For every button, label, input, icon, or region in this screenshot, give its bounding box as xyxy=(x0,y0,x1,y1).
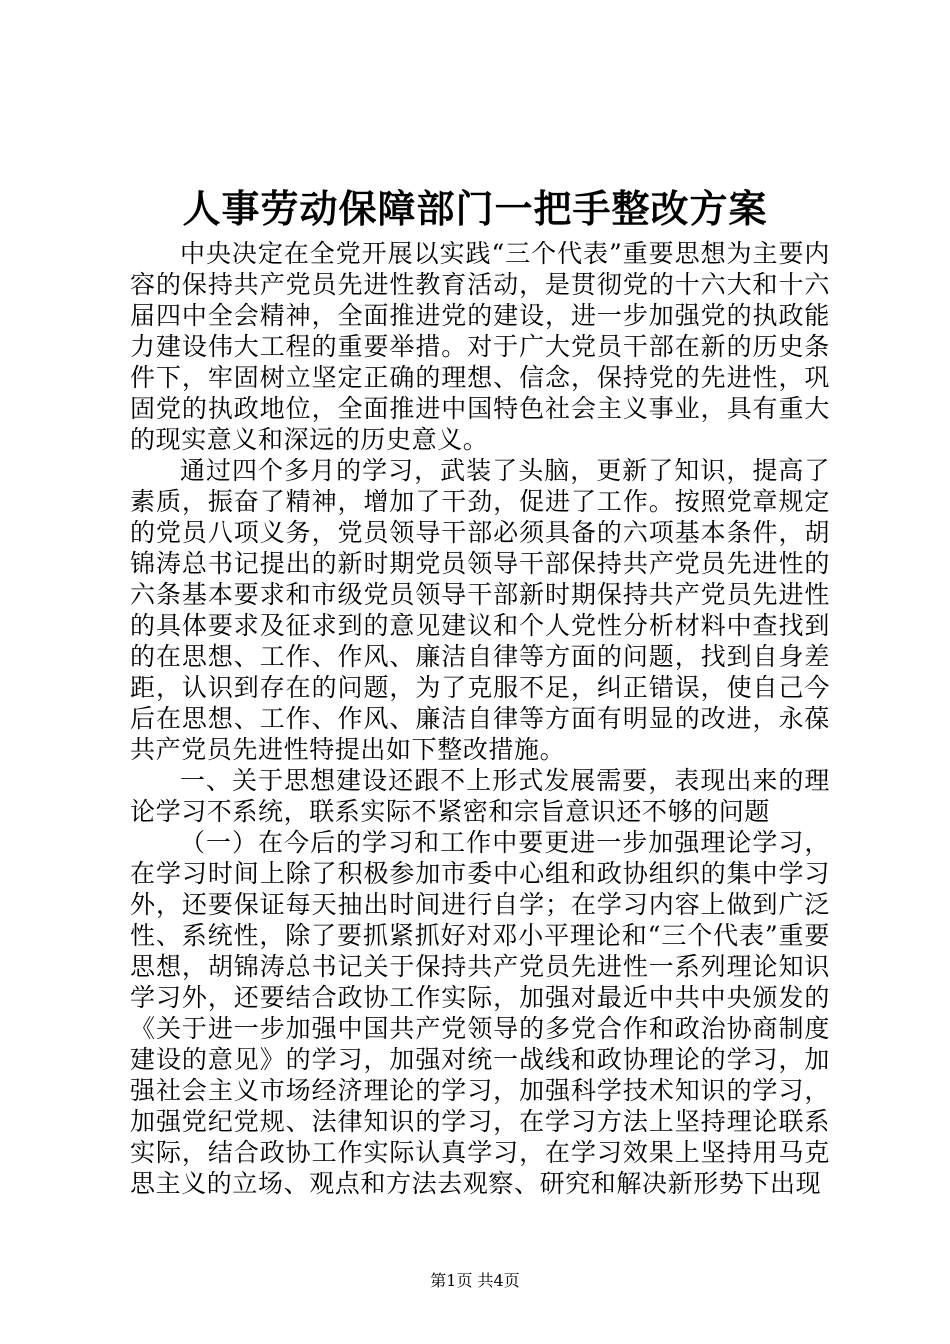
section-heading-1: 一、关于思想建设还跟不上形式发展需要，表现出来的理论学习不系统，联系实际不紧密和宗旨意识还不够的问题 xyxy=(130,766,830,826)
document-title: 人事劳动保障部门一把手整改方案 xyxy=(182,186,768,231)
subsection-1-1: （一）在今后的学习和工作中要更进一步加强理论学习，在学习时间上除了积极参加市委中心组和政协组织的集中学习外，还要保证每天抽出时间进行自学；在学习内容上做到广泛性、系统性，除了要抓紧抓好对邓小平理论和“三个代表”重要思想，胡锦涛总书记关于保持共产党员先进性一系列理论知识学习外，还要结合政协工作实际，加强对最近中共中央颁发的《关于进一步加强中国共产党领导的多党合作和政治协商制度建设的意见》的学习，加强对统一战线和政协理论的学习，加强社会主义市场经济理论的学习，加强科学技术知识的学习，加强党纪党规、法律知识的学习，在学习方法上坚持理论联系实际，结合政协工作实际认真学习，在学习效果上坚持用马克思主义的立场、观点和方法去观察、研究和解决新形势下出现 xyxy=(130,828,830,1198)
paragraph-study-results: 通过四个多月的学习，武装了头脑，更新了知识，提高了素质，振奋了精神，增加了干劲，促进了工作。按照党章规定的党员八项义务，党员领导干部必须具备的六项基本条件，胡锦涛总书记提出的新时期党员领导干部保持共产党员先进性的六条基本要求和市级党员领导干部新时期保持共产党员先进性的具体要求及征求到的意见建议和个人党性分析材料中查找到的在思想、工作、作风、廉洁自律等方面的问题，找到自身差距，认识到存在的问题，为了克服不足，纠正错误，使自己今后在思想、工作、作风、廉洁自律等方面有明显的改进，永葆共产党员先进性特提出如下整改措施。 xyxy=(130,456,830,764)
page-number: 第1页 共4页 xyxy=(430,1271,520,1290)
document-body xyxy=(130,238,830,1199)
paragraph-intro: 中央决定在全党开展以实践“三个代表”重要思想为主要内容的保持共产党员先进性教育活动，是贯彻党的十六大和十六届四中全会精神，全面推进党的建设，进一步加强党的执政能力建设伟大工程的重要举措。对于广大党员干部在新的历史条件下，牢固树立坚定正确的理想、信念，保持党的先进性，巩固党的执政地位，全面推进中国特色社会主义事业，具有重大的现实意义和深远的历史意义。 xyxy=(130,239,830,454)
